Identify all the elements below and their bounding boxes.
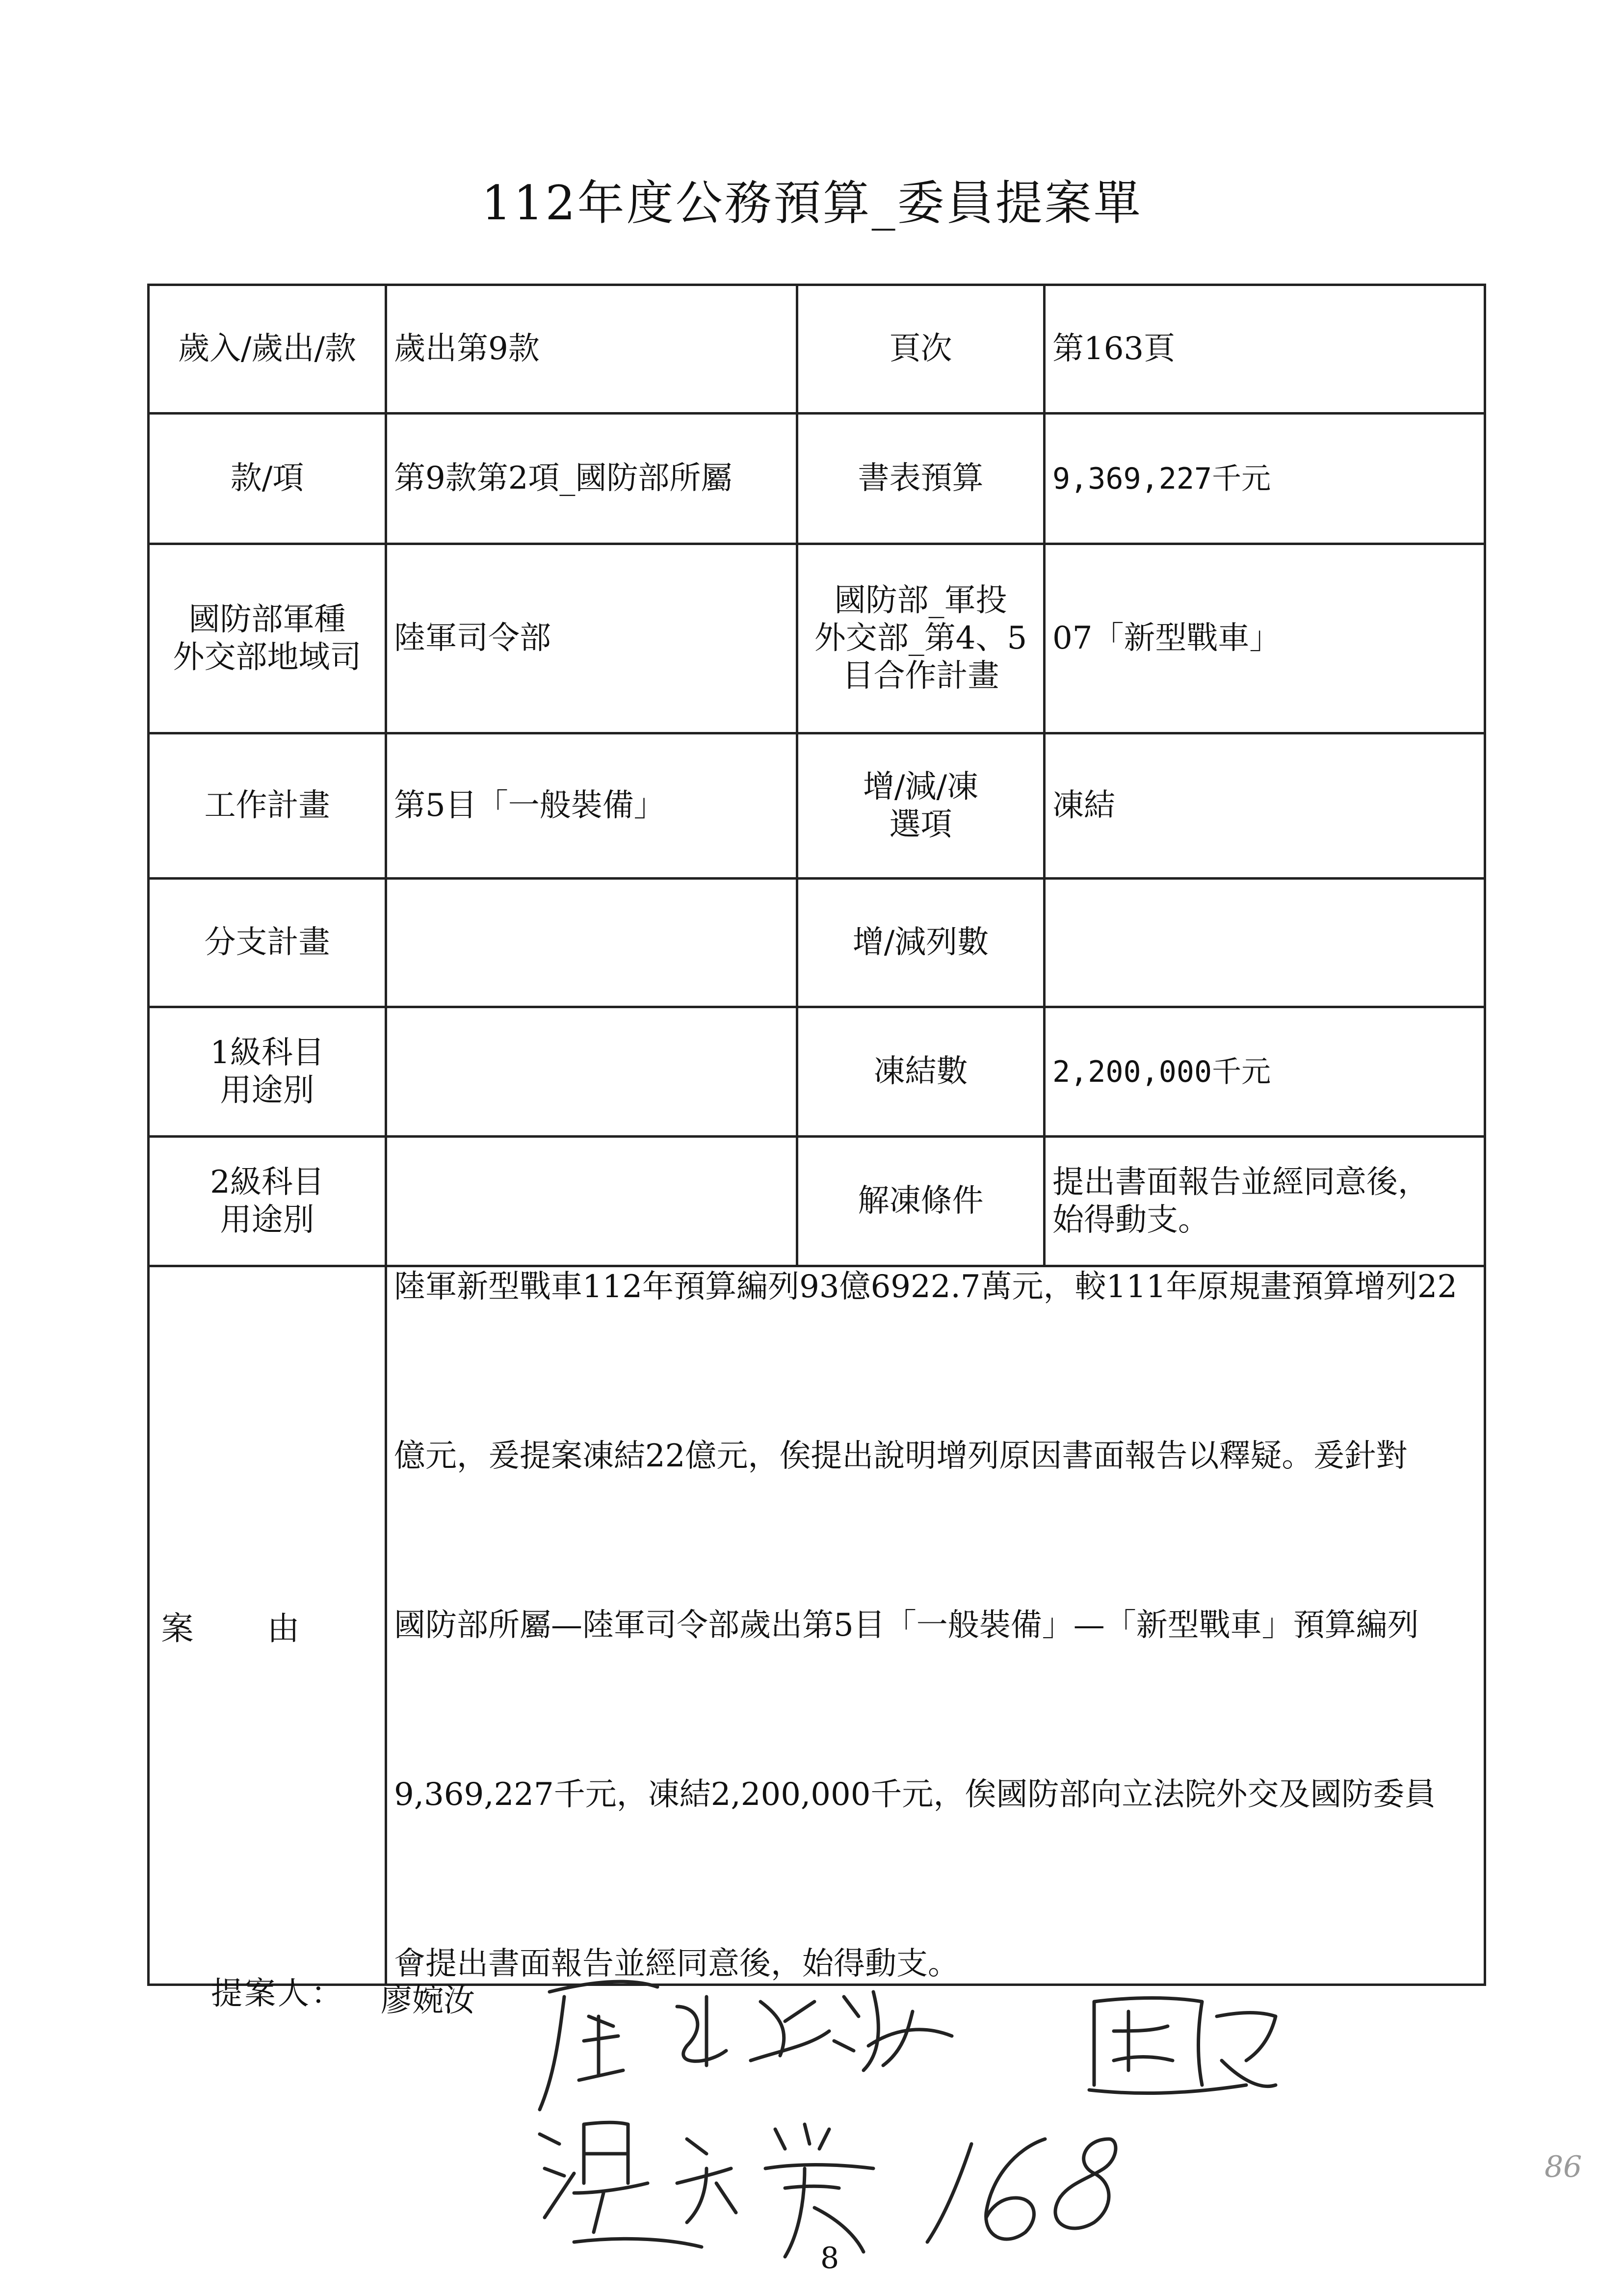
- value-line: 始得動支。: [1052, 1201, 1209, 1238]
- value-statement-budget: 9,369,227千元: [1045, 414, 1485, 544]
- proposer-label: 提案人：: [211, 1976, 344, 2012]
- signature-2: [1089, 1998, 1276, 2093]
- label-level2-subject: [149, 1137, 386, 1266]
- value-line: 提出書面報告並經同意後，: [1052, 1164, 1429, 1200]
- label-adjust-option: [797, 733, 1045, 879]
- form-row: [149, 414, 1485, 544]
- reason-line: 億元，爰提案凍結22億元，俟提出說明增列原因書面報告以釋疑。爰針對: [394, 1438, 1408, 1474]
- value-work-plan: 第5目「一般裝備」: [386, 733, 797, 879]
- label-adjust-amount: 增/減列數: [797, 879, 1045, 1007]
- reason-text: [386, 1266, 1485, 1985]
- reason-line: 陸軍新型戰車112年預算編列93億6922.7萬元，較111年原規畫預算增列22: [394, 1269, 1458, 1305]
- label-page: 頁次: [797, 285, 1045, 414]
- value-adjust-amount: [1045, 879, 1485, 1007]
- label-line: 用途別: [220, 1072, 314, 1109]
- label-line: 1級科目: [210, 1034, 324, 1071]
- value-revenue-expenditure-item: 歲出第9款: [386, 285, 797, 414]
- form-row: [149, 285, 1485, 414]
- corner-stamp: 86: [1545, 2150, 1582, 2184]
- page-number: 8: [820, 2241, 839, 2275]
- label-line: 用途別: [220, 1201, 314, 1238]
- value-cooperation-plan: 07「新型戰車」: [1045, 544, 1485, 733]
- signature-1: [540, 1982, 952, 2110]
- form-row: [149, 879, 1485, 1007]
- handwritten-signatures: [530, 1962, 1315, 2267]
- label-line: 外交部_第4、5: [814, 620, 1027, 657]
- label-unfreeze-condition: 解凍條件: [797, 1137, 1045, 1266]
- form-row: [149, 1137, 1485, 1266]
- form-row-reason: [149, 1266, 1485, 1985]
- label-level1-subject: [149, 1007, 386, 1137]
- reason-line: 會提出書面報告並經同意後，始得動支。: [394, 1946, 959, 1982]
- label-line: 國防部軍種: [188, 601, 346, 638]
- value-item-section: 第9款第2項_國防部所屬: [386, 414, 797, 544]
- page-title: 112年度公務預算_委員提案單: [481, 176, 1143, 231]
- value-page: 第163頁: [1045, 285, 1485, 414]
- proposer-name: 廖婉汝: [381, 1983, 475, 2019]
- label-line: 增/減/凍: [863, 768, 979, 805]
- label-line: 2級科目: [210, 1164, 324, 1200]
- value-frozen-amount: 2,200,000千元: [1045, 1007, 1485, 1137]
- label-service-department: [149, 544, 386, 733]
- value-level1-subject: [386, 1007, 797, 1137]
- value-unfreeze-condition: [1045, 1137, 1485, 1266]
- label-statement-budget: 書表預算: [797, 414, 1045, 544]
- value-service-department: 陸軍司令部: [386, 544, 797, 733]
- value-level2-subject: [386, 1137, 797, 1266]
- reason-line: 國防部所屬—陸軍司令部歲出第5目「一般裝備」—「新型戰車」預算編列: [394, 1607, 1419, 1644]
- label-frozen-amount: 凍結數: [797, 1007, 1045, 1137]
- label-line: 外交部地域司: [173, 639, 362, 676]
- form-row: [149, 544, 1485, 733]
- signature-3: [540, 2122, 873, 2257]
- label-line: 選項: [889, 806, 952, 843]
- reason-line: 9,369,227千元，凍結2,200,000千元，俟國防部向立法院外交及國防委員: [394, 1776, 1436, 1813]
- label-work-plan: 工作計畫: [149, 733, 386, 879]
- label-reason: 案由: [149, 1266, 386, 1985]
- proposal-form-table: [147, 284, 1486, 1986]
- label-line: 目合作計畫: [842, 657, 999, 694]
- label-line: 國防部_軍投: [834, 582, 1007, 619]
- value-branch-plan: [386, 879, 797, 1007]
- label-cooperation-plan: [797, 544, 1045, 733]
- label-item-section: 款/項: [149, 414, 386, 544]
- label-branch-plan: 分支計畫: [149, 879, 386, 1007]
- label-revenue-expenditure-item: 歲入/歲出/款: [149, 285, 386, 414]
- value-adjust-option: 凍結: [1045, 733, 1485, 879]
- form-row: [149, 733, 1485, 879]
- form-row: [149, 1007, 1485, 1137]
- handwritten-number: [927, 2139, 1116, 2242]
